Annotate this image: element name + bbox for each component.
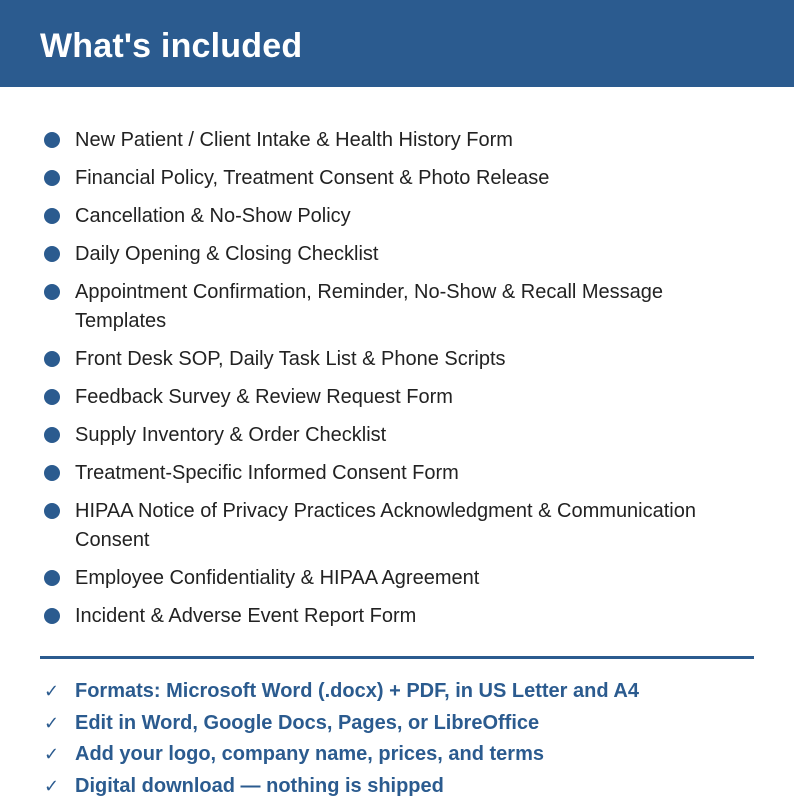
list-item bbox=[40, 202, 740, 231]
list-item bbox=[40, 383, 740, 412]
list-item bbox=[40, 240, 740, 269]
list-item-label: Appointment Confirmation, Reminder, No-Show & Recall Message Templates bbox=[75, 281, 663, 332]
bullet-icon bbox=[44, 389, 60, 405]
bullet-icon bbox=[44, 465, 60, 481]
bullet-icon bbox=[44, 351, 60, 367]
list-item bbox=[40, 564, 740, 593]
feature-label: Edit in Word, Google Docs, Pages, or LibreOffice bbox=[75, 712, 539, 734]
included-items-list bbox=[40, 126, 740, 640]
bullet-icon bbox=[44, 503, 60, 519]
bullet-icon bbox=[44, 570, 60, 586]
list-item-label: Incident & Adverse Event Report Form bbox=[75, 605, 416, 627]
list-item-label: Supply Inventory & Order Checklist bbox=[75, 424, 386, 446]
list-item-label: Employee Confidentiality & HIPAA Agreement bbox=[75, 567, 479, 589]
list-item bbox=[40, 421, 740, 450]
header-banner bbox=[0, 0, 794, 87]
bullet-icon bbox=[44, 608, 60, 624]
feature-label: Formats: Microsoft Word (.docx) + PDF, in US Letter and A4 bbox=[75, 680, 639, 702]
features-list bbox=[40, 676, 754, 802]
feature-label: Digital download — nothing is shipped bbox=[75, 775, 444, 797]
list-item bbox=[40, 459, 740, 488]
checkmark-icon: ✓ bbox=[44, 676, 59, 708]
list-item bbox=[40, 602, 740, 631]
feature-item bbox=[40, 708, 754, 740]
bullet-icon bbox=[44, 427, 60, 443]
list-item-label: Treatment-Specific Informed Consent Form bbox=[75, 462, 459, 484]
feature-label: Add your logo, company name, prices, and terms bbox=[75, 743, 544, 765]
list-item bbox=[40, 278, 740, 336]
bullet-icon bbox=[44, 170, 60, 186]
list-item-label: Feedback Survey & Review Request Form bbox=[75, 386, 453, 408]
list-item bbox=[40, 126, 740, 155]
list-item bbox=[40, 345, 740, 374]
bullet-icon bbox=[44, 284, 60, 300]
checkmark-icon: ✓ bbox=[44, 771, 59, 802]
list-item bbox=[40, 497, 740, 555]
list-item-label: Cancellation & No-Show Policy bbox=[75, 205, 351, 227]
feature-item bbox=[40, 771, 754, 802]
section-divider bbox=[40, 656, 754, 659]
feature-item bbox=[40, 739, 754, 771]
bullet-icon bbox=[44, 208, 60, 224]
list-item-label: HIPAA Notice of Privacy Practices Acknowledgment & Communication Consent bbox=[75, 500, 696, 551]
list-item-label: Daily Opening & Closing Checklist bbox=[75, 243, 378, 265]
list-item bbox=[40, 164, 740, 193]
feature-item bbox=[40, 676, 754, 708]
bullet-icon bbox=[44, 132, 60, 148]
list-item-label: Front Desk SOP, Daily Task List & Phone Scripts bbox=[75, 348, 506, 370]
list-item-label: New Patient / Client Intake & Health History Form bbox=[75, 129, 513, 151]
bullet-icon bbox=[44, 246, 60, 262]
checkmark-icon: ✓ bbox=[44, 708, 59, 740]
checkmark-icon: ✓ bbox=[44, 739, 59, 771]
page-title: What's included bbox=[40, 26, 302, 66]
list-item-label: Financial Policy, Treatment Consent & Photo Release bbox=[75, 167, 549, 189]
